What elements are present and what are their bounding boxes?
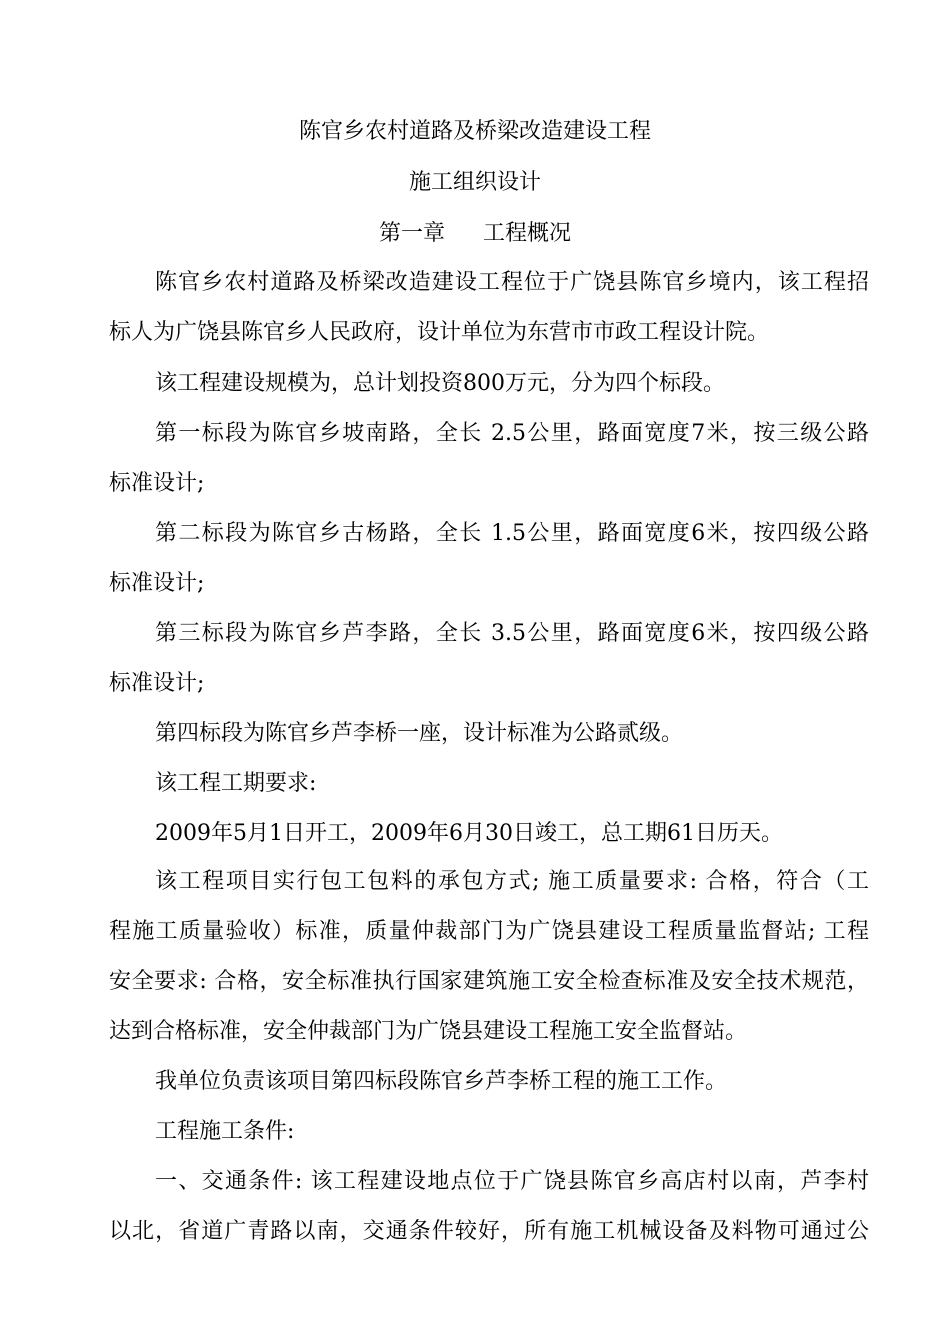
chapter-heading: [0, 219, 950, 249]
paragraph-line: 工程施工条件:: [155, 1119, 295, 1144]
document-subtitle: 施工组织设计: [408, 170, 541, 195]
paragraph-line: 该工程工期要求:: [155, 771, 317, 796]
paragraph-line: 安全要求: 合格，安全标准执行国家建筑施工安全检查标准及安全技术规范，: [109, 969, 869, 994]
paragraph-line: 标人为广饶县陈官乡人民政府，设计单位为东营市市政工程设计院。: [109, 320, 770, 345]
paragraph-line: 第三标段为陈官乡芦李路，全长 3.5公里，路面宽度6米，按四级公路: [155, 621, 869, 646]
document-title: 陈官乡农村道路及桥梁改造建设工程: [298, 119, 651, 144]
paragraph-line: 第一标段为陈官乡坡南路，全长 2.5公里，路面宽度7米，按三级公路: [155, 421, 869, 446]
paragraph-line: 标准设计;: [109, 571, 205, 596]
paragraph-line: 一、交通条件: 该工程建设地点位于广饶县陈官乡高店村以南，芦李村: [155, 1169, 869, 1194]
chapter-number: 第一章: [378, 221, 445, 246]
paragraph-line: 第四标段为陈官乡芦李桥一座，设计标准为公路贰级。: [155, 721, 684, 746]
paragraph-line: 标准设计;: [109, 471, 205, 496]
paragraph-line: 第二标段为陈官乡古杨路，全长 1.5公里，路面宽度6米，按四级公路: [155, 521, 869, 546]
paragraph-line: 陈官乡农村道路及桥梁改造建设工程位于广饶县陈官乡境内，该工程招: [155, 270, 869, 295]
paragraph-line: 以北，省道广青路以南，交通条件较好，所有施工机械设备及料物可通过公: [109, 1219, 869, 1244]
paragraph-line: 我单位负责该项目第四标段陈官乡芦李桥工程的施工工作。: [155, 1069, 728, 1094]
paragraph-line: 该工程项目实行包工包料的承包方式; 施工质量要求: 合格，符合（工: [155, 869, 869, 894]
chapter-title: 工程概况: [483, 221, 572, 246]
paragraph-line: 标准设计;: [109, 671, 205, 696]
paragraph-line: 该工程建设规模为，总计划投资800万元，分为四个标段。: [155, 371, 725, 396]
paragraph-line: 2009年5月1日开工，2009年6月30日竣工，总工期61日历天。: [155, 821, 783, 846]
paragraph-line: 达到合格标准，安全仲裁部门为广饶县建设工程施工安全监督站。: [109, 1019, 748, 1044]
paragraph-line: 程施工质量验收）标准，质量仲裁部门为广饶县建设工程质量监督站; 工程: [109, 919, 869, 944]
